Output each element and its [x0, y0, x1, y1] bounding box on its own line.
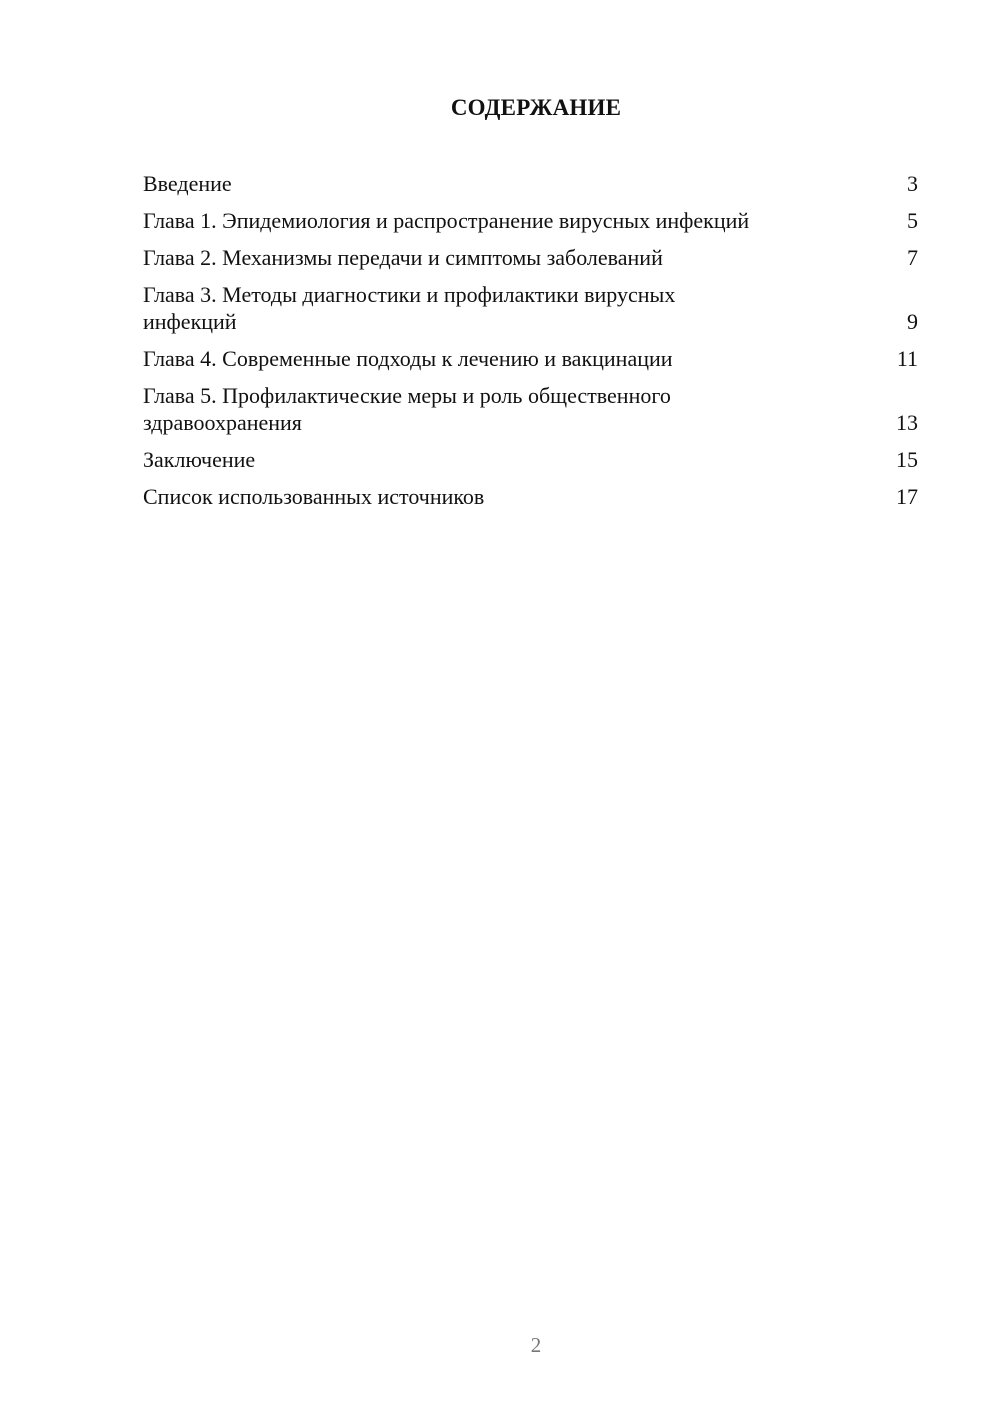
- toc-entry-page: 15: [896, 447, 918, 472]
- toc-entry-page: 9: [907, 309, 918, 334]
- toc-entry-page: 7: [907, 245, 918, 270]
- toc-entry-chapter-3[interactable]: [143, 281, 918, 335]
- toc-entry-chapter-4[interactable]: [143, 345, 918, 372]
- toc-entry-page: 17: [896, 484, 918, 509]
- toc-title: СОДЕРЖАНИЕ: [450, 95, 622, 120]
- toc-entry-page: 3: [907, 171, 918, 196]
- toc-entry-chapter-2[interactable]: [143, 244, 918, 271]
- toc-entry-page: 13: [896, 410, 918, 435]
- toc-entry-chapter-5[interactable]: [143, 382, 918, 436]
- toc-entry-title: Глава 4. Современные подходы к лечению и вакцинации: [143, 346, 673, 371]
- toc-entry-title: Список использованных источников: [143, 484, 485, 509]
- toc-entry-chapter-1[interactable]: [143, 207, 918, 234]
- toc-entry-title: Заключение: [143, 447, 256, 472]
- toc-entry-page: 5: [907, 208, 918, 233]
- toc-entry-page: 11: [896, 346, 918, 371]
- toc-entry-title: Глава 1. Эпидемиология и распространение вирусных инфекций: [143, 208, 750, 233]
- toc-entry-conclusion[interactable]: [143, 446, 918, 473]
- toc-entry-title: Глава 5. Профилактические меры и роль общественного здравоохранения: [143, 383, 671, 435]
- table-of-contents: [143, 170, 918, 520]
- toc-entry-title: Введение: [143, 171, 232, 196]
- toc-entry-references[interactable]: [143, 483, 918, 510]
- page-number: 2: [530, 1333, 542, 1357]
- toc-entry-title: Глава 2. Механизмы передачи и симптомы заболеваний: [143, 245, 663, 270]
- toc-entry-title: Глава 3. Методы диагностики и профилактики вирусных инфекций: [143, 282, 676, 334]
- toc-entry-introduction[interactable]: [143, 170, 918, 197]
